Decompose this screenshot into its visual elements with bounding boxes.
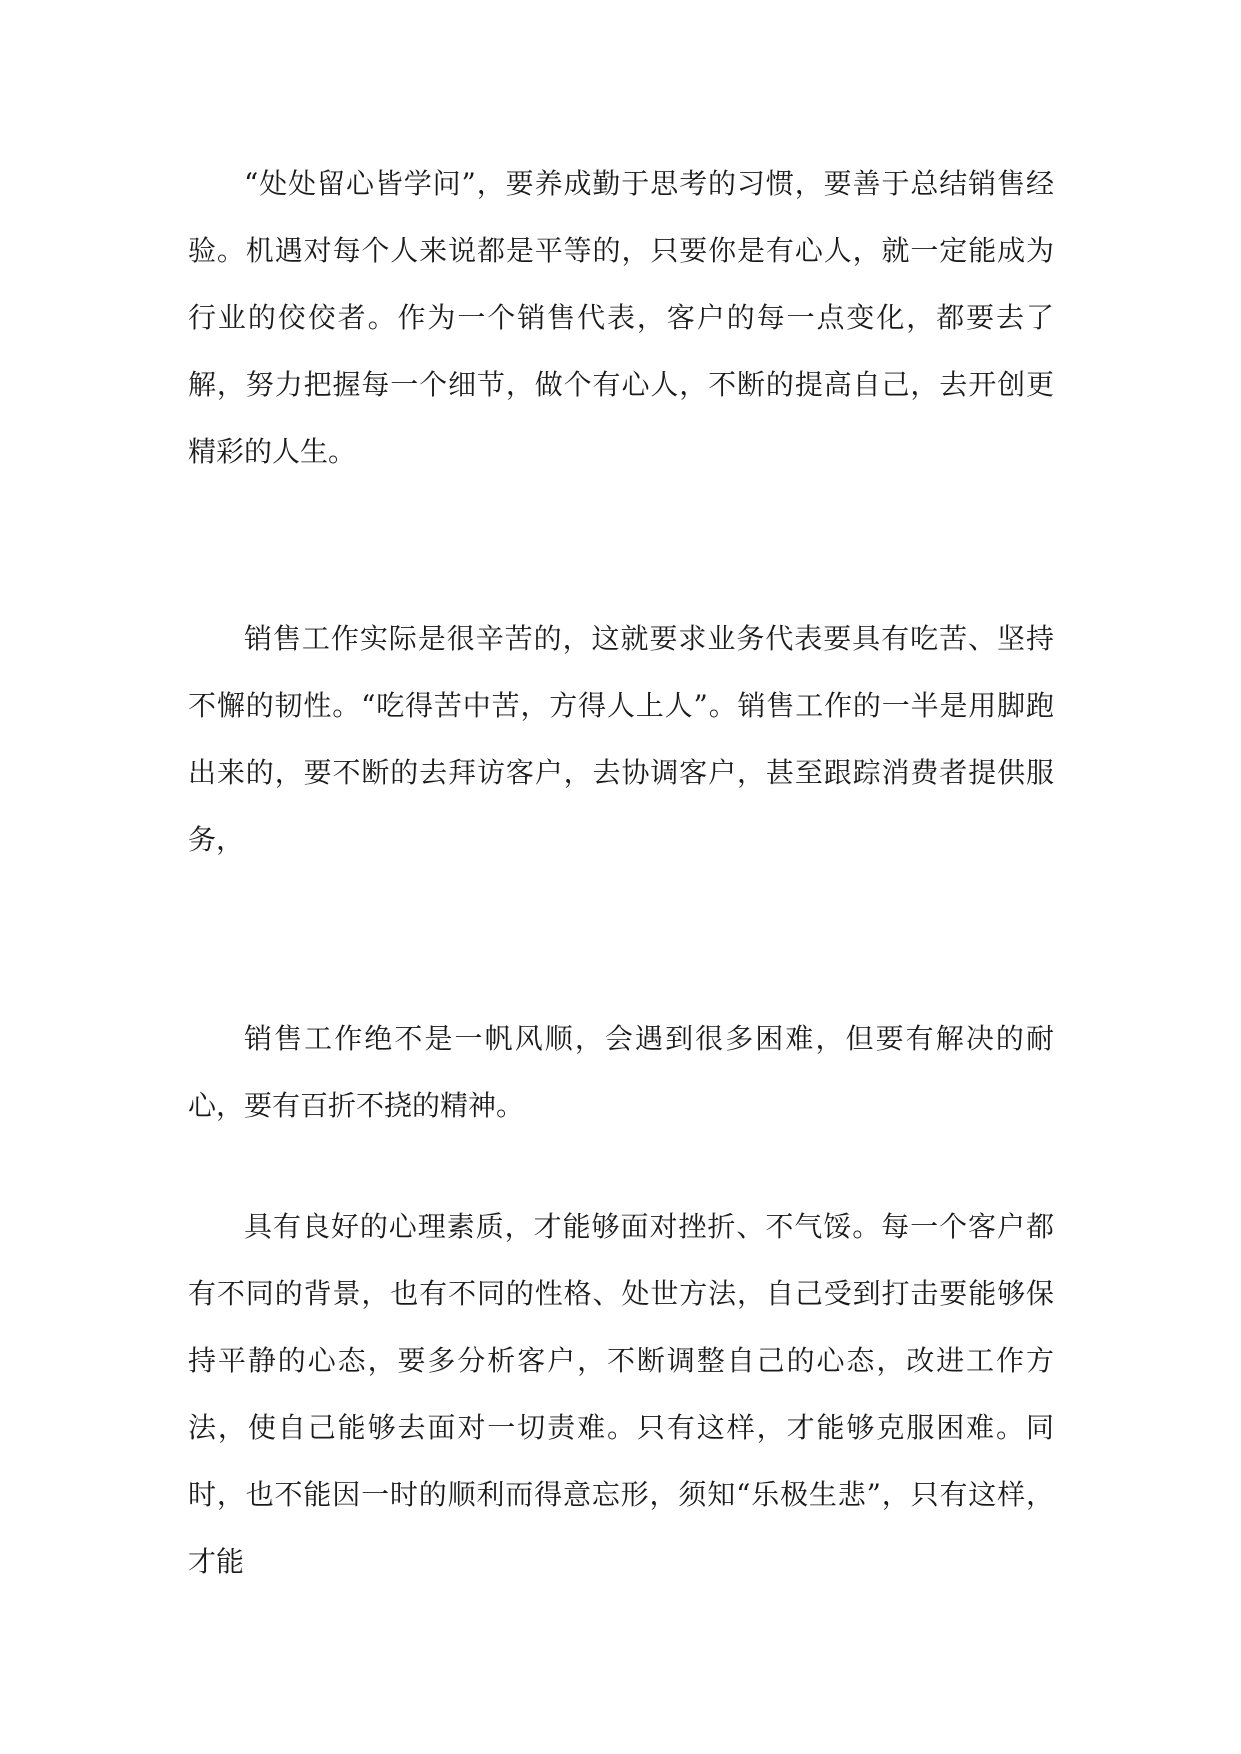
paragraph-mental-quality: 具有良好的心理素质，才能够面对挫折、不气馁。每一个客户都有不同的背景，也有不同的性格、处世方法，自己受到打击要能够保持平静的心态，要多分析客户，不断调整自己的心态，改进工作方法，使自己能够去面对一切责难。只有这样，才能够克服困难。同时，也不能因一时的顺利而得意忘形，须知“乐极生悲”，只有这样，才能	[188, 1210, 1054, 1578]
paragraph-perseverance: 销售工作绝不是一帆风顺，会遇到很多困难，但要有解决的耐心，要有百折不挠的精神。	[188, 1022, 1054, 1122]
paragraph-hard-work: 销售工作实际是很辛苦的，这就要求业务代表要具有吃苦、坚持不懈的韧性。“吃得苦中苦，方得人上人”。销售工作的一半是用脚跑出来的，要不断的去拜访客户，去协调客户，甚至跟踪消费者提供服务，	[188, 622, 1054, 856]
paragraph-attentiveness: “处处留心皆学问”，要养成勤于思考的习惯，要善于总结销售经验。机遇对每个人来说都是平等的，只要你是有心人，就一定能成为行业的佼佼者。作为一个销售代表，客户的每一点变化，都要去了解，努力把握每一个细节，做个有心人，不断的提高自己，去开创更精彩的人生。	[188, 167, 1054, 468]
